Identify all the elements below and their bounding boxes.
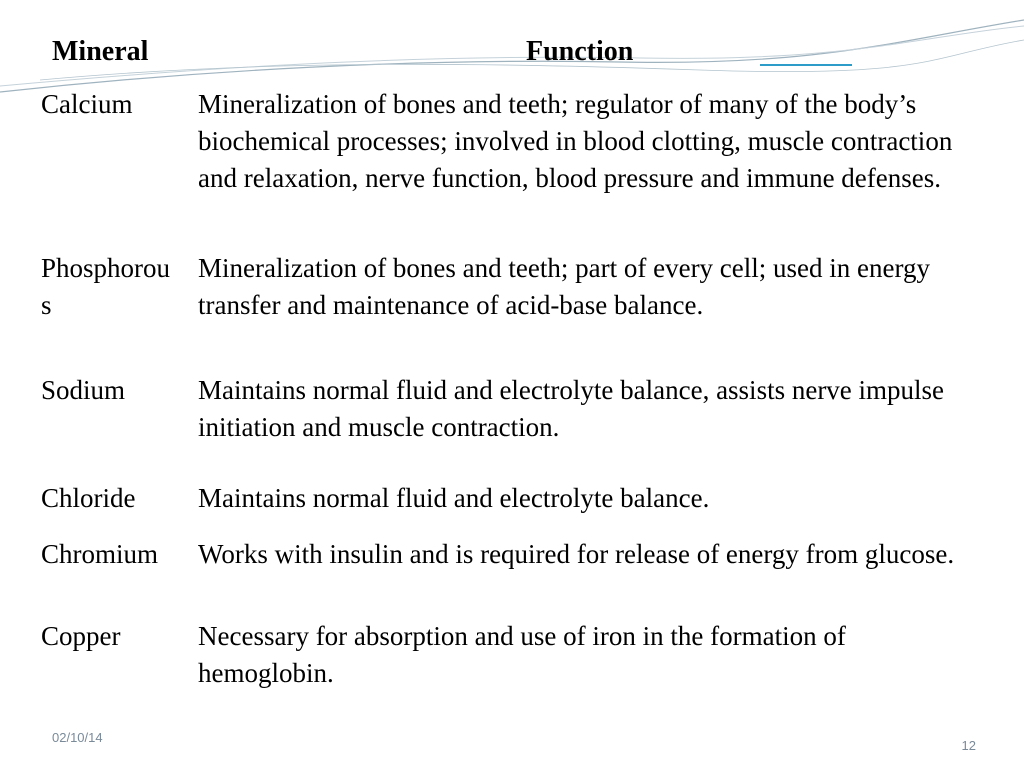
column-header-mineral: Mineral xyxy=(52,36,149,67)
slide-number: 12 xyxy=(961,738,976,753)
mineral-cell: Calcium xyxy=(41,89,133,119)
function-cell: Mineralization of bones and teeth; regulator of many of the body’s biochemical processes; involved in blood clotting, muscle contraction and relaxation, nerve function, blood pressure and immune defenses. xyxy=(198,89,953,193)
function-cell: Necessary for absorption and use of iron in the formation of hemoglobin. xyxy=(198,621,846,688)
function-cell: Maintains normal fluid and electrolyte balance. xyxy=(198,483,710,513)
accent-underline xyxy=(760,64,852,66)
mineral-cell: Phosphorous xyxy=(41,253,171,320)
function-cell: Works with insulin and is required for release of energy from glucose. xyxy=(198,539,955,569)
column-header-function: Function xyxy=(526,36,634,67)
function-cell: Maintains normal fluid and electrolyte balance, assists nerve impulse initiation and muscle contraction. xyxy=(198,375,945,442)
function-cell: Mineralization of bones and teeth; part of every cell; used in energy transfer and maintenance of acid-base balance. xyxy=(198,253,930,320)
mineral-cell: Chloride xyxy=(41,483,136,513)
footer-date: 02/10/14 xyxy=(52,730,103,745)
mineral-cell: Sodium xyxy=(41,375,126,405)
mineral-cell: Chromium xyxy=(41,539,159,569)
mineral-cell: Copper xyxy=(41,621,121,651)
